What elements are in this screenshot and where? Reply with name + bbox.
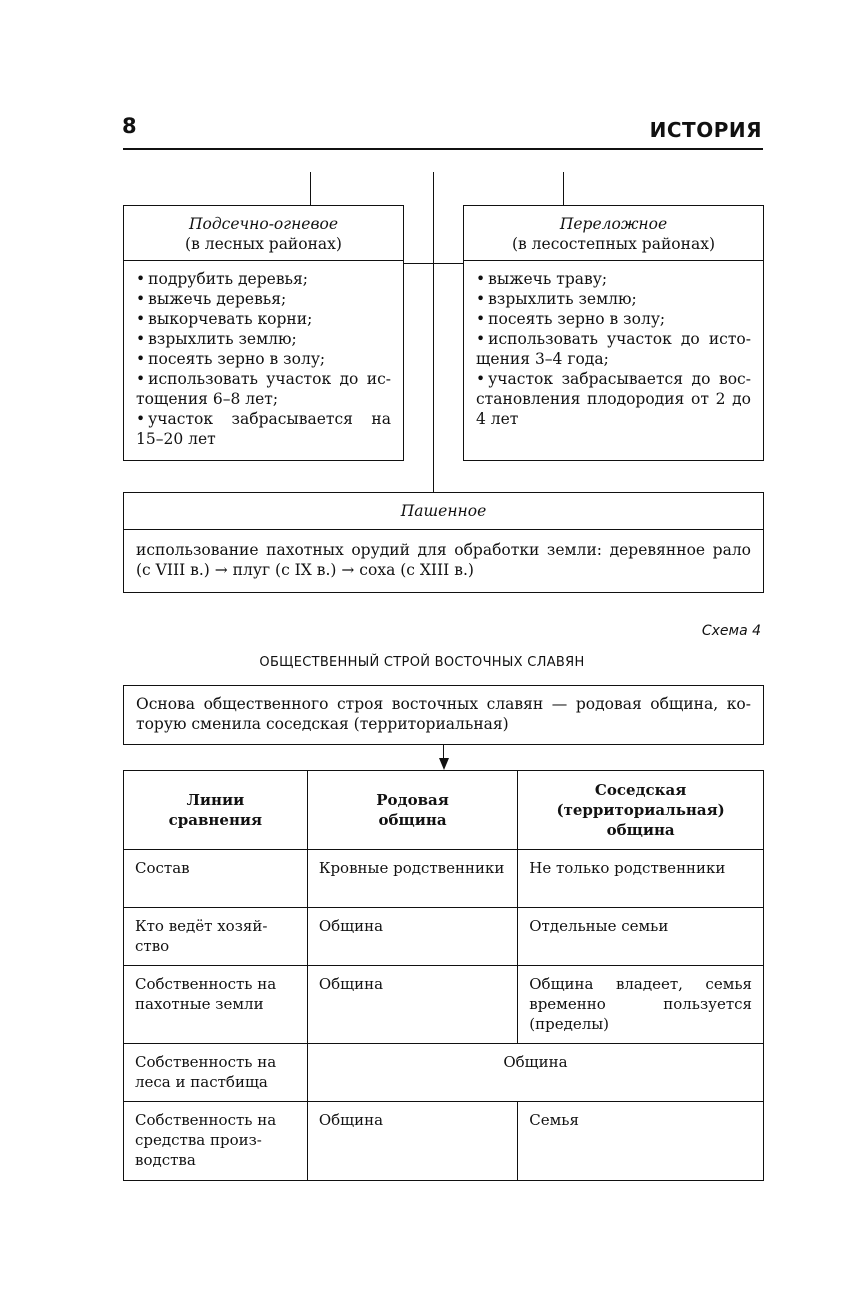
list-item: • взрыхлить землю; <box>476 289 751 309</box>
connector-horizontal <box>403 263 463 264</box>
scheme-intro: Основа общественного строя восточных славян — родовая община, которую сменила соседская (территориальная) <box>123 685 764 745</box>
table-row <box>124 850 764 908</box>
fallow-title: Переложное <box>559 215 668 233</box>
table-row <box>124 966 764 1044</box>
list-item: • использовать участок до истощения 6–8 лет; <box>136 369 391 409</box>
list-item: • посеять зерно в золу; <box>476 309 751 329</box>
header-rule <box>123 148 763 150</box>
slash-burn-title: Подсечно-огневое <box>188 215 339 233</box>
arable-box <box>123 492 764 593</box>
table-row <box>124 1044 764 1102</box>
arrow-line <box>443 745 444 759</box>
list-item: • посеять зерно в золу; <box>136 349 391 369</box>
scheme-label: Схема 4 <box>701 623 761 639</box>
fallow-box <box>463 205 764 461</box>
header-clan: Родовая община <box>307 771 517 850</box>
row-criterion: Кто ведёт хозяйство <box>124 908 308 966</box>
list-item: • выкорчевать корни; <box>136 309 391 329</box>
row-neighbor: Община владеет, семья временно пользуется (пределы) <box>518 966 764 1044</box>
row-clan: Община <box>307 966 517 1044</box>
header-neighbor: Соседская (территориальная) община <box>518 771 764 850</box>
table-row <box>124 908 764 966</box>
slash-burn-list <box>136 269 391 449</box>
list-item: • участок забрасывается до восстановления плодородия от 2 до 4 лет <box>476 369 751 429</box>
comparison-table <box>123 770 764 1181</box>
fallow-list <box>476 269 751 429</box>
row-clan: Община <box>307 908 517 966</box>
header-criteria: Линии сравнения <box>124 771 308 850</box>
slash-burn-head <box>124 206 403 261</box>
row-criterion: Собственность на средства производства <box>124 1102 308 1181</box>
connector-right <box>563 172 564 205</box>
slash-burn-box <box>123 205 404 461</box>
list-item: • использовать участок до истощения 3–4 года; <box>476 329 751 369</box>
row-criterion: Состав <box>124 850 308 908</box>
list-item: • взрыхлить землю; <box>136 329 391 349</box>
fallow-subtitle: (в лесостепных районах) <box>511 235 715 253</box>
list-item: • участок забрасывается на 15–20 лет <box>136 409 391 449</box>
row-merged: Община <box>307 1044 763 1102</box>
arable-title: Пашенное <box>124 493 763 530</box>
page-number: 8 <box>122 114 137 138</box>
list-item: • выжечь траву; <box>476 269 751 289</box>
table-header-row <box>124 771 764 850</box>
table-row <box>124 1102 764 1181</box>
fallow-body <box>464 261 763 429</box>
connector-center <box>433 172 434 492</box>
row-neighbor: Не только родственники <box>518 850 764 908</box>
arrow-head <box>439 758 449 770</box>
row-criterion: Собственность на леса и пастбища <box>124 1044 308 1102</box>
connector-left <box>310 172 311 205</box>
fallow-head <box>464 206 763 261</box>
arable-text: использование пахотных орудий для обработки земли: деревянное рало (с VIII в.) → плуг (с IX в.) → соха (с XIII в.) <box>136 541 751 579</box>
row-neighbor: Семья <box>518 1102 764 1181</box>
row-clan: Община <box>307 1102 517 1181</box>
scheme-title: ОБЩЕСТВЕННЫЙ СТРОЙ ВОСТОЧНЫХ СЛАВЯН <box>259 655 585 670</box>
row-criterion: Собственность на пахотные земли <box>124 966 308 1044</box>
slash-burn-subtitle: (в лесных районах) <box>185 235 342 253</box>
row-neighbor: Отдельные семьи <box>518 908 764 966</box>
list-item: • выжечь деревья; <box>136 289 391 309</box>
section-title: ИСТОРИЯ <box>649 118 762 142</box>
list-item: • подрубить деревья; <box>136 269 391 289</box>
slash-burn-body <box>124 261 403 449</box>
row-clan: Кровные родственники <box>307 850 517 908</box>
